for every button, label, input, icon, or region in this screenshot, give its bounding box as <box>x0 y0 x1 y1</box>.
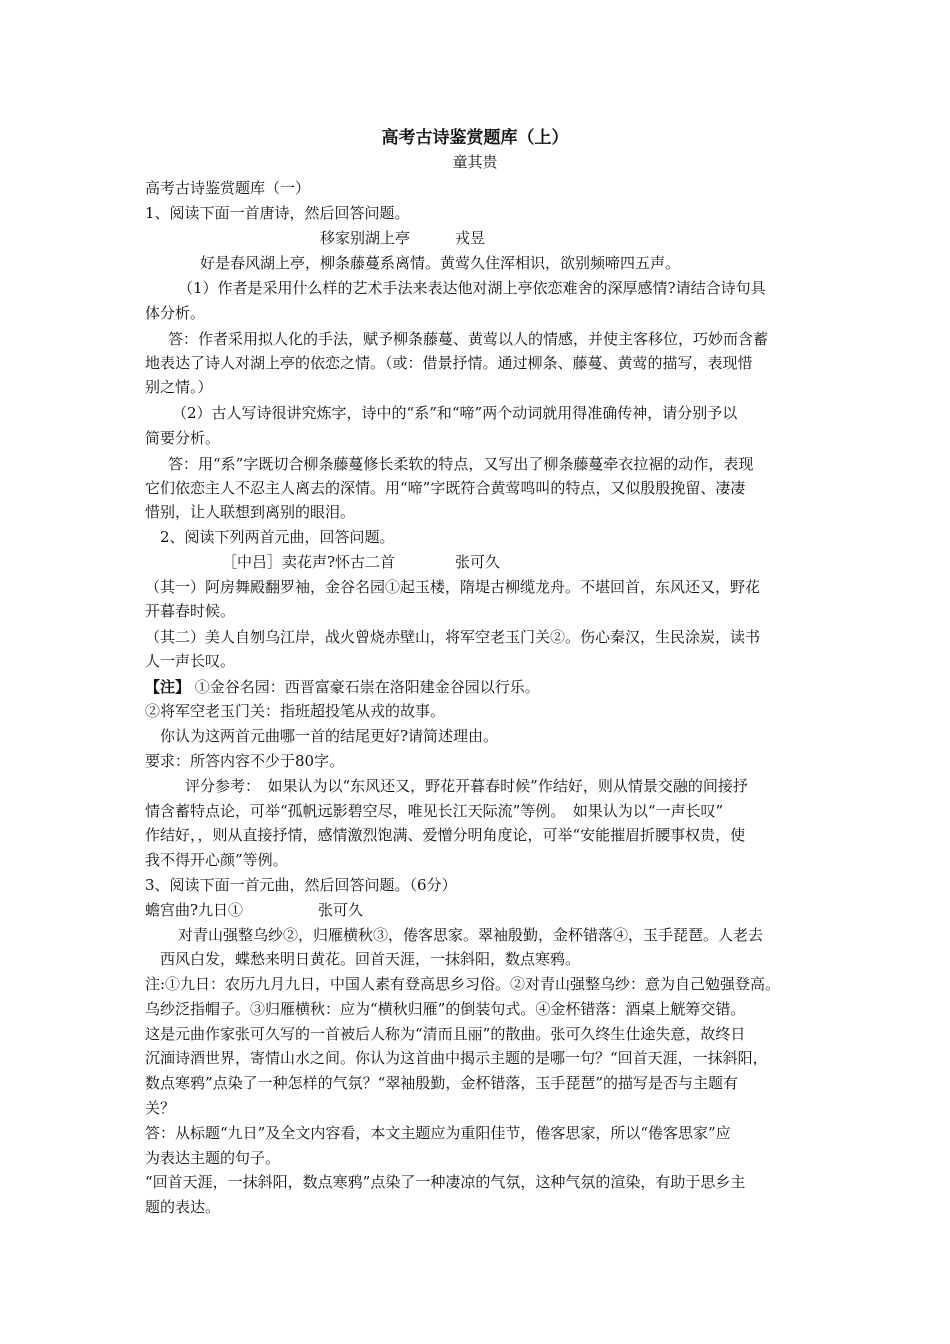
q1-part2-cont: 简要分析。 <box>145 429 221 447</box>
scoring-line-1: 评分参考： 如果认为以“东风还又，野花开暮春时候”作结好，则从情景交融的间接抒 <box>185 777 748 795</box>
document-author: 童其贵 <box>452 153 498 171</box>
scoring-line-4: 我不得开心颜”等例。 <box>145 851 288 869</box>
poem-text-1: 好是春风湖上亭，柳条藤蔓系离情。黄莺久住浑相识，欲别频啼四五声。 <box>200 254 681 272</box>
q1-part1-cont: 体分析。 <box>145 304 206 322</box>
poem-title-3: 蟾宫曲?九日① 张可久 <box>145 901 364 919</box>
q1-answer2-line3: 惜别，让人联想到离别的眼泪。 <box>145 503 356 521</box>
note-line-1 <box>145 677 540 697</box>
question-2-ask: 你认为这两首元曲哪一首的结尾更好?请简述理由。 <box>160 727 499 745</box>
scoring-line-3: 作结好，，则从直接抒情，感情激烈饱满、爱憎分明角度论，可举“安能摧眉折腰事权贵，使 <box>145 826 746 844</box>
q3-intro-line2: 沉湎诗酒世界，寄情山水之间。你认为这首曲中揭示主题的是哪一句？“回首天涯，一抹斜阳， <box>145 1049 768 1067</box>
note-text-1: ①金谷名园：西晋富豪石崇在洛阳建金谷园以行乐。 <box>194 678 540 696</box>
document-title: 高考古诗鉴赏题库（上） <box>381 128 569 148</box>
q3-answer-line3: “回首天涯，一抹斜阳，数点寒鸦”点染了一种凄凉的气氛，这种气氛的渲染，有助于思乡主 <box>145 1173 746 1191</box>
q3-answer-line2: 为表达主题的句子。 <box>145 1149 281 1167</box>
q1-answer1-line2: 地表达了诗人对湖上亭的依恋之情。（或：借景抒情。通过柳条、藤蔓、黄莺的描写，表现惜 <box>145 354 753 372</box>
q1-answer2-line1: 答：用“系”字既切合柳条藤蔓修长柔软的特点，又写出了柳条藤蔓牵衣拉裾的动作，表现 <box>168 455 754 473</box>
poem-title-1: 移家别湖上亭 戎昱 <box>320 229 486 247</box>
poem-2-part1-line1: （其一）阿房舞殿翻罗袖，金谷名园①起玉楼，隋堤古柳缆龙舟。不堪回首，东风还又，野花 <box>145 578 761 596</box>
scoring-line-2: 情含蓄特点论，可举“孤帆远影碧空尽，唯见长江天际流”等例。 如果认为以“一声长叹” <box>145 802 724 820</box>
poem-3-line1: 对青山强整乌纱②，归雁横秋③，倦客思家。翠袖殷勤，金杯错落④，玉手琵琶。人老去 <box>178 926 764 944</box>
q1-answer2-line2: 它们依恋主人不忍主人离去的深情。用“啼”字既符合黄莺鸣叫的特点，又似殷殷挽留、凄凄 <box>145 479 746 497</box>
note-label: 【注】 <box>145 678 191 696</box>
q3-note-line1: 注:①九日：农历九月九日，中国人素有登高思乡习俗。②对青山强整乌纱：意为自己勉强登高。 <box>145 975 781 993</box>
question-2-requirement: 要求：所答内容不少于80字。 <box>145 752 345 770</box>
note-line-2: ②将军空老玉门关：指班超投笔从戎的故事。 <box>145 702 446 720</box>
poem-2-part2-line1: （其二）美人自刎乌江岸，战火曾烧赤壁山，将军空老玉门关②。伤心秦汉，生民涂炭，读书 <box>145 628 761 646</box>
section-heading: 高考古诗鉴赏题库（一） <box>145 179 311 197</box>
poem-2-part2-line2: 人一声长叹。 <box>145 652 236 670</box>
q3-intro-line3: 数点寒鸦”点染了一种怎样的气氛？“翠袖殷勤，金杯错落，玉手琵琶”的描写是否与主题有 <box>145 1074 739 1092</box>
q3-answer-line4: 题的表达。 <box>145 1198 221 1216</box>
poem-3-line2: 西风白发，蝶愁来明日黄花。回首天涯，一抹斜阳，数点寒鸦。 <box>160 950 581 968</box>
q3-intro-line4: 关？ <box>145 1099 176 1117</box>
poem-2-part1-line2: 开暮春时候。 <box>145 602 236 620</box>
q1-answer1-line3: 别之情。） <box>145 378 213 396</box>
question-1-prompt: 1、阅读下面一首唐诗，然后回答问题。 <box>145 204 410 222</box>
q3-intro-line1: 这是元曲作家张可久写的一首被后人称为“清而且丽”的散曲。张可久终生仕途失意，故终日 <box>145 1025 746 1043</box>
q1-answer1-line1: 答：作者采用拟人化的手法，赋予柳条藤蔓、黄莺以人的情感，并使主客移位，巧妙而含蓄 <box>168 330 769 348</box>
question-3-prompt: 3、阅读下面一首元曲，然后回答问题。（6分） <box>145 876 457 894</box>
q3-answer-line1: 答：从标题“九日”及全文内容看，本文主题应为重阳佳节，倦客思家，所以“倦客思家”应 <box>145 1124 731 1142</box>
q1-part1: （1）作者是采用什么样的艺术手法来表达他对湖上亭依恋难舍的深厚感情?请结合诗句具 <box>178 279 766 297</box>
q3-note-line2: 乌纱泛指帽子。③归雁横秋：应为“横秋归雁”的倒装句式。④金杯错落：酒桌上觥筹交错。 <box>145 1000 746 1018</box>
question-2-prompt: 2、阅读下列两首元曲，回答问题。 <box>160 528 395 546</box>
poem-title-2: ［中吕］卖花声?怀古二首 张可久 <box>222 553 501 571</box>
q1-part2: （2）古人写诗很讲究炼字，诗中的“系”和“啼”两个动词就用得准确传神，请分别予以 <box>172 404 738 422</box>
